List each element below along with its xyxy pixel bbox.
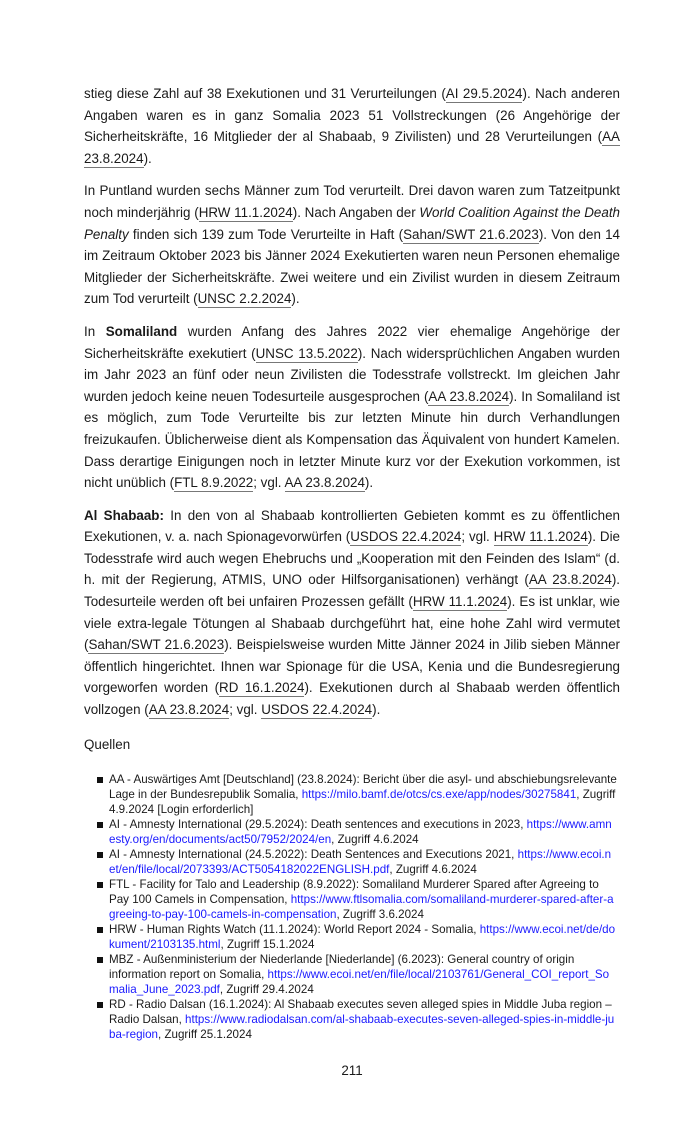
page-number: 211 (341, 1062, 363, 1078)
reference-url-link[interactable]: https://www.ecoi.net/en/file/local/2103761/General_COI_report_Somalia_June_2023.pdf (109, 967, 610, 996)
reference-text: AI - Amnesty International (29.5.2024): Death sentences and executions in 2023, (109, 817, 527, 831)
text-run: ). Nach widersprüchlichen Angaben wurden im Jahr 2023 an fünf oder neun Zivilisten die Todesstrafe vollstreckt. Im gleichen Jahr wurden jedoch keine neuen Todesurteile ausgesprochen ( (84, 345, 620, 404)
citation-link[interactable]: HRW 11.1.2024 (412, 594, 508, 610)
reference-item (97, 997, 617, 1042)
text-run: In Puntland wurden sechs Männer zum Tod verurteilt. Drei davon waren zum Tatzeitpunkt noch minderjährig ( (84, 183, 620, 220)
reference-access-date: , Zugriff 4.6.2024 (331, 832, 419, 846)
reference-list (97, 772, 617, 1042)
text-run: ). Es ist unklar, wie viele extra-legale Tötungen al Shabaab durchgeführt hat, eine hohe Zahl wird vermutet ( (84, 594, 620, 653)
italic-text: World Coalition Against the Death Penalty (84, 204, 620, 242)
text-run: ). Todesurteile werden oft bei unfairen Prozessen gefällt ( (84, 572, 620, 610)
paragraph (84, 83, 620, 169)
citation-link[interactable]: AA 23.8.2024 (428, 388, 510, 404)
reference-item (97, 922, 617, 952)
reference-access-date: , Zugriff 25.1.2024 (158, 1027, 252, 1041)
text-run: ; vgl. (229, 702, 262, 718)
paragraph (84, 321, 620, 494)
citation-link[interactable]: AA 23.8.2024 (284, 475, 365, 491)
bullet-icon (97, 882, 103, 888)
body-text (84, 83, 620, 732)
reference-item (97, 817, 617, 847)
text-run: ). Nach anderen Angaben waren es in ganz Somalia 2023 51 Vollstreckungen (26 Angehörige der Sicherheitskräfte, 16 Mitglieder der al Shabaab, 9 Zivilisten) und 28 Verurteilungen ( (84, 86, 620, 145)
reference-access-date: , Zugriff 4.9.2024 [Login erforderlich] (109, 787, 616, 816)
text-run: stieg diese Zahl auf 38 Exekutionen und 31 Verurteilungen ( (84, 86, 446, 101)
citation-link[interactable]: USDOS 22.4.2024 (350, 529, 462, 545)
reference-item (97, 847, 617, 877)
text-run: ). (291, 291, 300, 307)
bullet-icon (97, 822, 103, 828)
text-run: In (84, 323, 106, 339)
citation-link[interactable]: USDOS 22.4.2024 (261, 702, 373, 718)
reference-text: AA - Auswärtiges Amt [Deutschland] (23.8.2024): Bericht über die asyl- und abschiebungsrelevante Lage in der Bundesrepublik Somalia, (109, 772, 617, 801)
text-run: ). (364, 475, 374, 491)
citation-link[interactable]: FTL 8.9.2022 (174, 475, 254, 491)
reference-text: MBZ - Außenministerium der Niederlande [Niederlande] (6.2023): General country of origin information report on Somalia, (109, 952, 575, 981)
reference-url-link[interactable]: https://www.radiodalsan.com/al-shabaab-executes-seven-alleged-spies-in-middle-juba-region (109, 1012, 615, 1041)
paragraph (84, 180, 620, 310)
text-run: ). Von den 14 im Zeitraum Oktober 2023 bis Jänner 2024 Exekutierten waren neun Personen ehemalige Mitglieder der Sicherheitskräfte. Zwei weitere und ein Zivilist wurden in diesem Zeitraum zum Tod verurteilt ( (84, 226, 620, 307)
citation-link[interactable]: HRW 11.1.2024 (493, 529, 588, 545)
citation-link[interactable]: Sahan/SWT 21.6.2023 (88, 637, 225, 653)
citation-link[interactable]: UNSC 13.5.2022 (255, 345, 358, 361)
bullet-icon (97, 927, 103, 933)
sources-heading: Quellen (84, 736, 131, 752)
bullet-icon (97, 1002, 103, 1008)
paragraph (84, 505, 620, 721)
bullet-icon (97, 957, 103, 963)
reference-url-link[interactable]: https://www.amnesty.org/en/documents/act50/7952/2024/en (109, 817, 612, 846)
text-run: ). Beispielsweise wurden Mitte Jänner 2024 in Jilib sieben Männer öffentlich hingerichtet. Ihnen war Spionage für die USA, Kenia und die Bundesregierung vorgeworfen worden ( (84, 637, 620, 696)
reference-url-link[interactable]: https://www.ecoi.net/en/file/local/2073393/ACT5054182022ENGLISH.pdf (109, 847, 612, 876)
text-run: In den von al Shabaab kontrollierten Gebieten kommt es zu öffentlichen Exekutionen, v. a. nach Spionagevorwürfen ( (84, 507, 620, 545)
text-run: ; vgl. (253, 475, 285, 491)
citation-link[interactable]: RD 16.1.2024 (219, 680, 305, 696)
text-run: finden sich 139 zum Tode Verurteilte in Haft ( (128, 226, 404, 242)
reference-url-link[interactable]: https://www.ecoi.net/de/dokument/2103135.html (109, 922, 616, 951)
citation-link[interactable]: AI 29.5.2024 (445, 86, 523, 101)
bullet-icon (97, 852, 103, 858)
bold-text: Somaliland (105, 323, 178, 339)
citation-link[interactable]: AA 23.8.2024 (84, 129, 620, 166)
citation-link[interactable]: UNSC 2.2.2024 (197, 291, 292, 307)
reference-text: RD - Radio Dalsan (16.1.2024): Al Shabaab executes seven alleged spies in Middle Juba region – Radio Dalsan, (109, 997, 612, 1026)
bullet-icon (97, 777, 103, 783)
reference-access-date: , Zugriff 4.6.2024 (389, 862, 477, 876)
citation-link[interactable]: AA 23.8.2024 (528, 572, 612, 588)
bold-text: Al Shabaab: (84, 507, 164, 523)
reference-access-date: , Zugriff 3.6.2024 (336, 907, 424, 921)
text-run: ). (143, 150, 152, 166)
reference-item (97, 772, 617, 817)
reference-url-link[interactable]: https://milo.bamf.de/otcs/cs.exe/app/nodes/30275841 (301, 787, 577, 801)
text-run: ). (372, 702, 381, 718)
text-run: ). In Somaliland ist es möglich, zum Tode Verurteilte bis zur letzten Minute hin durch Verhandlungen freizukaufen. Üblicherweise dient als Kompensation das Äquivalent von hundert Kamelen. Dass derartige Einigungen noch in letzter Minute kurz vor der Exekution vorkommen, ist nicht unüblich ( (84, 388, 620, 491)
text-run: ). Exekutionen durch al Shabaab werden öffentlich vollzogen ( (84, 680, 620, 718)
reference-access-date: , Zugriff 15.1.2024 (220, 937, 315, 951)
reference-item (97, 877, 617, 922)
reference-url-link[interactable]: https://www.ftlsomalia.com/somaliland-murderer-spared-after-agreeing-to-pay-100-camels-in-compensation (109, 892, 614, 921)
text-run: ). Nach Angaben der (292, 204, 420, 220)
citation-link[interactable]: AA 23.8.2024 (148, 702, 230, 718)
citation-link[interactable]: Sahan/SWT 21.6.2023 (403, 226, 539, 242)
reference-text: FTL - Facility for Talo and Leadership (8.9.2022): Somaliland Murderer Spared after Agreeing to Pay 100 Camels in Compensation, (109, 877, 599, 906)
reference-text: HRW - Human Rights Watch (11.1.2024): World Report 2024 - Somalia, (109, 922, 480, 936)
text-run: ; vgl. (461, 529, 494, 545)
citation-link[interactable]: HRW 11.1.2024 (198, 204, 293, 220)
reference-access-date: , Zugriff 29.4.2024 (219, 982, 314, 996)
text-run: ). Die Todesstrafe wird auch wegen Ehebruchs und „Kooperation mit den Feinden des Islam“ (d. h. mit der Regierung, ATMIS, UNO oder Hilfsorganisationen) verhängt ( (84, 529, 620, 588)
reference-text: AI - Amnesty International (24.5.2022): Death Sentences and Executions 2021, (109, 847, 518, 861)
text-run: wurden Anfang des Jahres 2022 vier ehemalige Angehörige der Sicherheitskräfte exekutiert ( (84, 323, 620, 361)
